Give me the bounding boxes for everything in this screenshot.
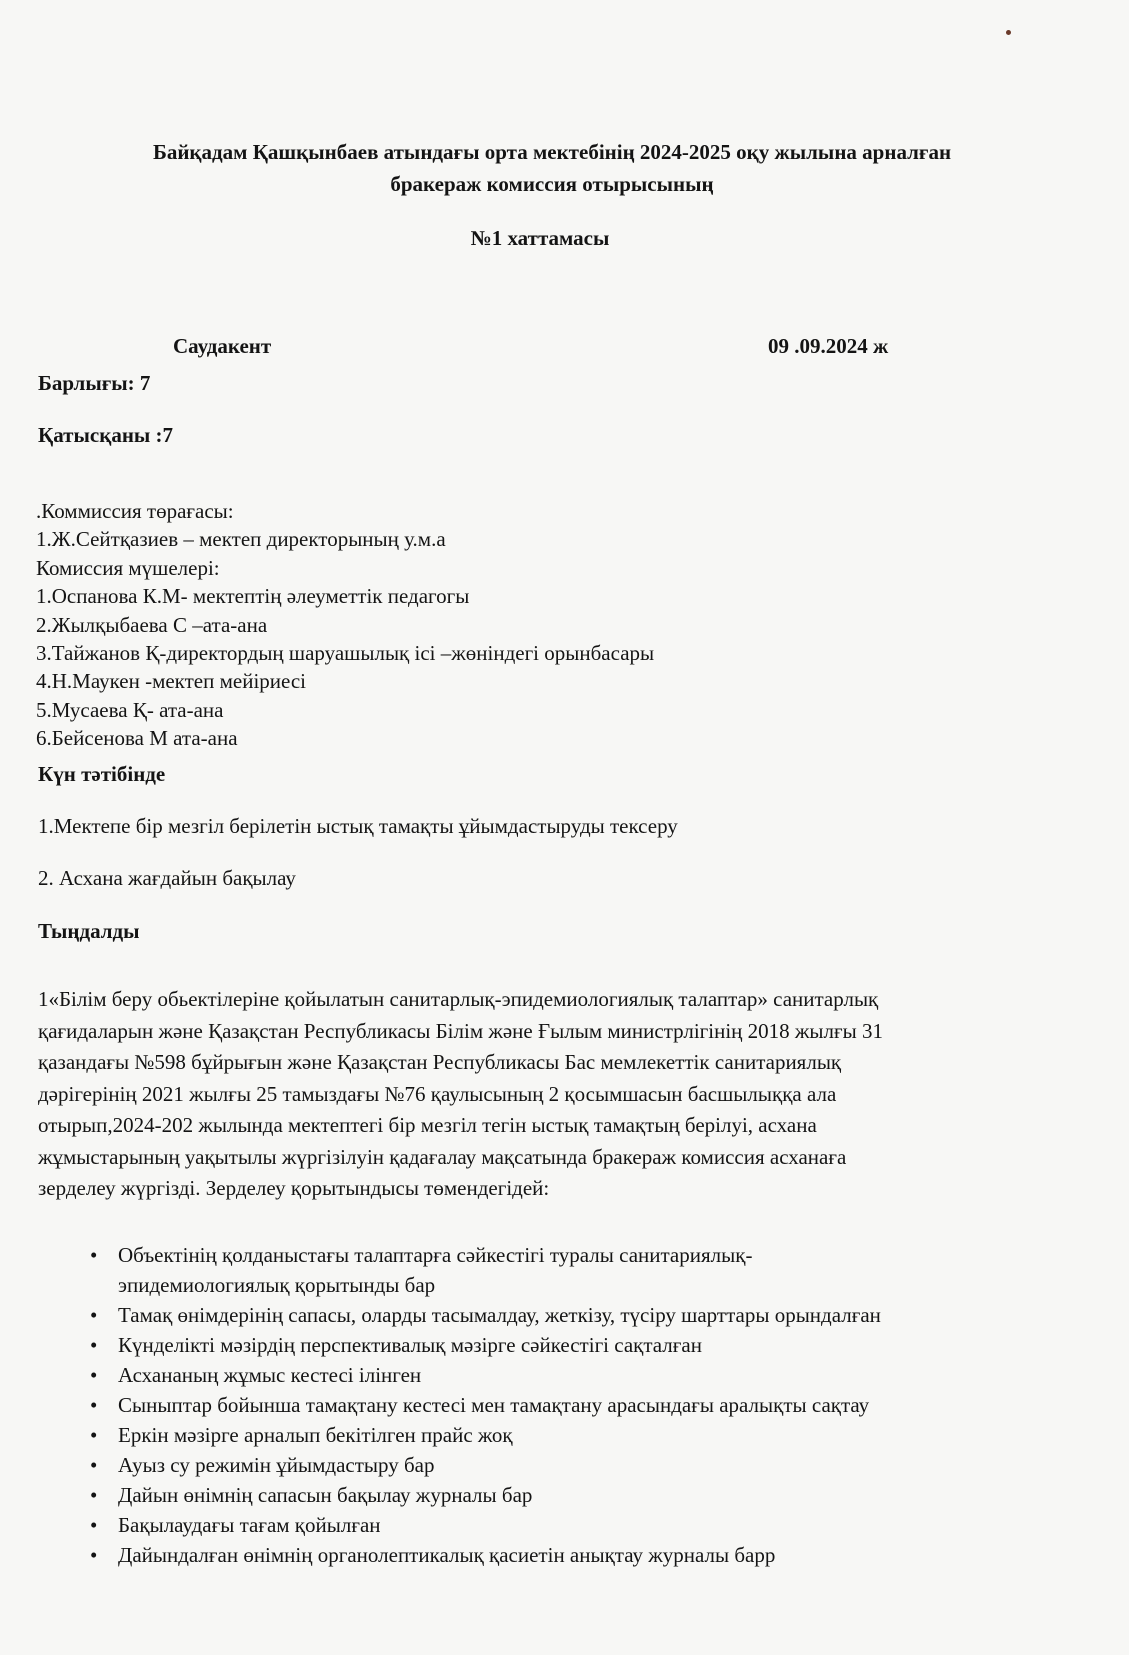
protocol-number: №1 хаттамасы (470, 226, 610, 250)
members-line: 2.Жылқыбаева С –ата-ана (36, 612, 268, 637)
list-item-text: Дайын өнімнің сапасын бақылау журналы бар (118, 1483, 533, 1507)
bullet-icon: • (90, 1543, 98, 1567)
members-line: 5.Мусаева Қ- ата-ана (36, 697, 224, 722)
members-line: 3.Тайжанов Қ-директордың шаруашылық ісі –жөніндегі орынбасары (36, 641, 655, 666)
paragraph-line: қағидаларын және Қазақстан Республикасы Білім және Ғылым министрлігінің 2018 жылғы 31 (38, 1018, 883, 1043)
paragraph-line: 1«Білім беру обьектілеріне қойылатын санитарлық-эпидемиологиялық талаптар» санитарлық (38, 987, 879, 1011)
members-line: 1.Оспанова К.М- мектептің әлеуметтік педагогы (36, 584, 470, 609)
members-line: 4.Н.Маукен -мектеп мейіриесі (36, 669, 307, 694)
agenda-heading: Күн тәтібінде (38, 762, 166, 786)
commission-members (36, 497, 654, 753)
bullet-icon: • (90, 1423, 98, 1447)
paragraph-line: отырып,2024-202 жылында мектептегі бір мезгіл тегін ыстық тамақтың берілуі, асхана (38, 1113, 817, 1137)
bullet-icon: • (90, 1333, 98, 1357)
agenda-item-2: 2. Асхана жағдайын бақылау (38, 866, 296, 890)
paragraph-line: дәрігерінің 2021 жылғы 25 тамыздағы №76 қаулысының 2 қосымшасын басшылыққа ала (38, 1081, 837, 1106)
list-item (80, 1540, 1040, 1570)
list-item (80, 1420, 1040, 1450)
list-item-text: Сыныптар бойынша тамақтану кестесі мен тамақтану арасындағы аралықты сақтау (118, 1393, 870, 1417)
body-paragraph (38, 984, 1048, 1205)
title-line-2: бракераж комиссия отырысының (390, 172, 714, 196)
list-item (80, 1480, 1040, 1510)
list-item (80, 1300, 1040, 1330)
total-count: Барлығы: 7 (38, 371, 151, 395)
list-item-text: Бақылаудағы тағам қойылған (118, 1513, 381, 1537)
members-line: 1.Ж.Сейтқазиев – мектеп директорының у.м.а (36, 527, 446, 552)
paragraph-line: қазандағы №598 бұйрығын және Қазақстан Республикасы Бас мемлекеттік санитариялық (38, 1050, 842, 1074)
bullet-icon: • (90, 1243, 98, 1267)
bullet-icon: • (90, 1513, 98, 1537)
list-item (80, 1360, 1040, 1390)
bullet-icon: • (90, 1393, 98, 1417)
paragraph-line: зерделеу жүргізді. Зерделеу қорытындысы төмендегідей: (38, 1176, 550, 1200)
meeting-place: Саудакент (173, 334, 272, 358)
list-item (80, 1390, 1040, 1420)
title-line-1: Байқадам Қашқынбаев атындағы орта мектебінің 2024-2025 оқу жылына арналған (152, 140, 952, 164)
list-item (80, 1450, 1040, 1480)
list-item (80, 1510, 1040, 1540)
ink-speck (1006, 30, 1011, 35)
findings-list (80, 1240, 1040, 1570)
list-item-text: Еркін мәзірге арналып бекітілген прайс жоқ (118, 1423, 513, 1447)
agenda-item-1: 1.Мектепе бір мезгіл берілетін ыстық тамақты ұйымдастыруды тексеру (38, 814, 678, 838)
list-item-text: эпидемиологиялық қорытынды бар (118, 1273, 436, 1297)
bullet-icon: • (90, 1363, 98, 1387)
list-item-text: Асхананың жұмыс кестесі ілінген (118, 1363, 422, 1387)
bullet-icon: • (90, 1453, 98, 1477)
listened-heading: Тыңдалды (38, 919, 140, 943)
list-item-text: Тамақ өнімдерінің сапасы, оларды тасымалдау, жеткізу, түсіру шарттары орындалған (118, 1303, 881, 1327)
members-line: .Коммиссия төрағасы: (36, 499, 234, 523)
list-item-text: Объектінің қолданыстағы талаптарға сәйкестігі туралы санитариялық- (118, 1243, 753, 1267)
bullet-icon: • (90, 1303, 98, 1327)
members-line: Комиссия мүшелері: (36, 555, 220, 580)
members-line: 6.Бейсенова М ата-ана (36, 726, 238, 751)
list-item (80, 1330, 1040, 1360)
list-item (80, 1240, 1040, 1300)
list-item-text: Дайындалған өнімнің органолептикалық қасиетін анықтау журналы барр (118, 1543, 776, 1567)
bullet-icon: • (90, 1483, 98, 1507)
paragraph-line: жұмыстарының уақытылы жүргізілуін қадағалау мақсатында бракераж комиссия асханаға (38, 1144, 847, 1169)
meeting-date: 09 .09.2024 ж (768, 334, 889, 358)
list-item-text: Ауыз су режимін ұйымдастыру бар (118, 1453, 435, 1477)
document-title (62, 136, 1042, 200)
list-item-text: Күнделікті мәзірдің перспективалық мәзірге сәйкестігі сақталған (118, 1333, 702, 1357)
present-count: Қатысқаны :7 (38, 423, 174, 447)
